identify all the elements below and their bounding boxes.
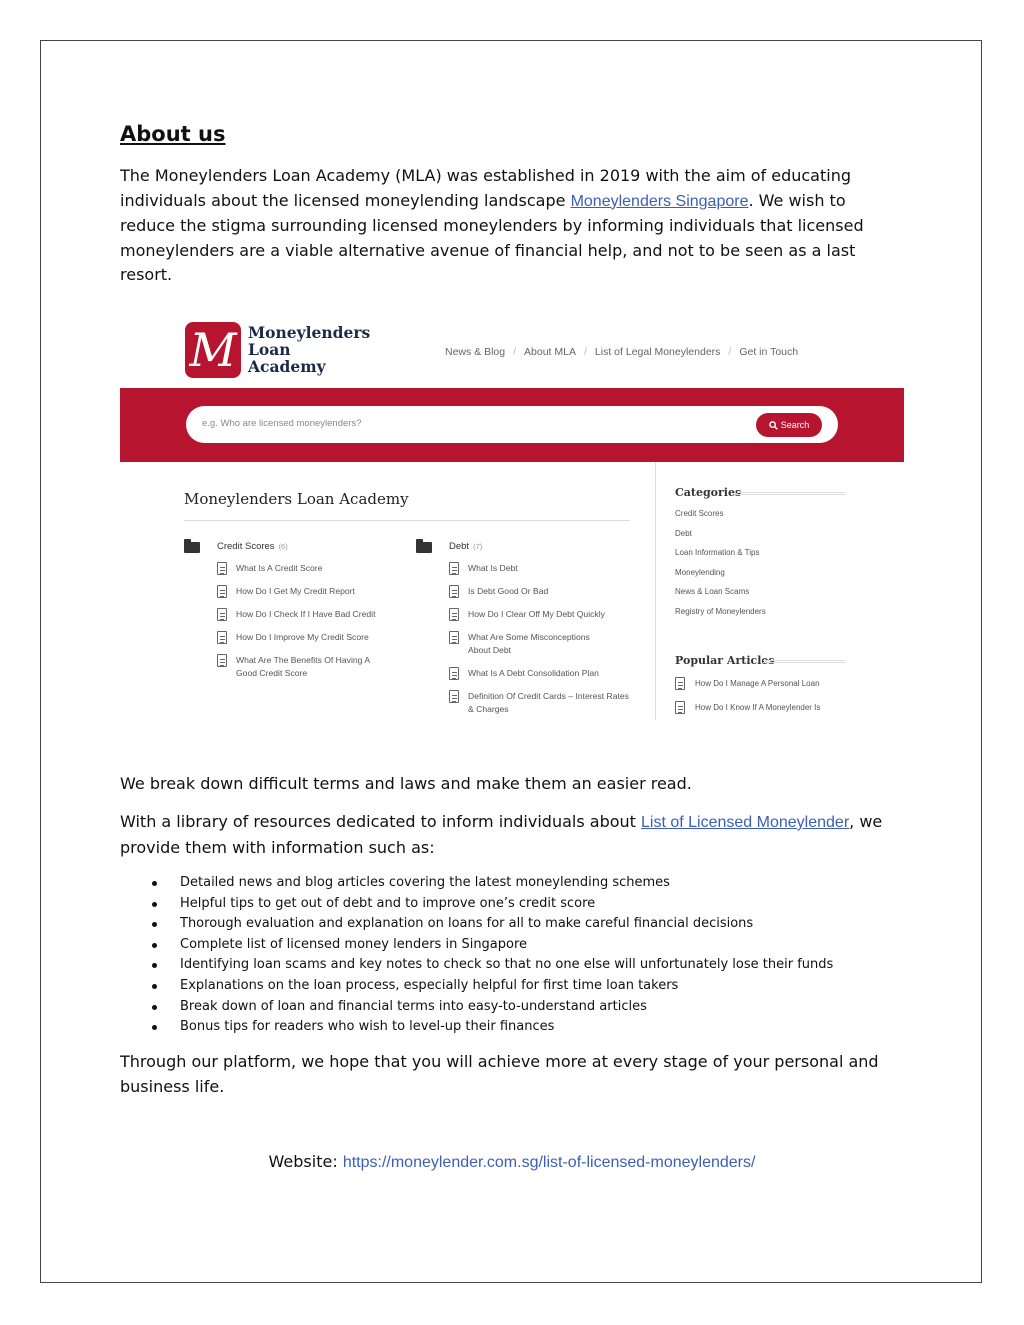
document-icon xyxy=(217,631,227,644)
nav-separator: / xyxy=(583,346,587,358)
list-item: Complete list of licensed money lenders in Singapore xyxy=(150,935,833,956)
article-item[interactable] xyxy=(416,585,626,598)
article-title: What Are Some Misconceptions About Debt xyxy=(468,632,590,655)
document-icon xyxy=(217,562,227,575)
article-title: How Do I Get My Credit Report xyxy=(236,586,355,596)
article-item[interactable] xyxy=(184,608,394,621)
search-button[interactable] xyxy=(756,413,822,437)
popular-article-item[interactable] xyxy=(675,677,845,690)
article-title: What Is A Debt Consolidation Plan xyxy=(468,668,599,678)
article-item[interactable] xyxy=(184,562,394,575)
nav-about-mla[interactable]: About MLA xyxy=(524,346,576,358)
article-title: What Is Debt xyxy=(468,563,518,573)
sidebar-category-item[interactable]: Moneylending xyxy=(675,567,725,577)
sidebar-category-item[interactable]: News & Loan Scams xyxy=(675,587,750,596)
library-text-1: With a library of resources dedicated to inform individuals about xyxy=(120,812,642,831)
popular-heading xyxy=(675,654,845,667)
logo-line-3: Academy xyxy=(248,357,326,376)
category-name: Debt xyxy=(449,541,470,552)
search-banner xyxy=(120,388,904,462)
category-name: Credit Scores xyxy=(217,541,275,552)
sidebar-category-item[interactable]: Debt xyxy=(675,528,692,538)
sidebar-category-item[interactable]: Credit Scores xyxy=(675,509,724,518)
mla-logo-icon: M xyxy=(185,322,241,378)
list-item: Bonus tips for readers who wish to level-up their finances xyxy=(150,1017,833,1038)
logo-line-1: Moneylenders xyxy=(248,323,371,342)
website-line xyxy=(0,1152,1024,1172)
document-icon xyxy=(449,562,459,575)
popular-title: Popular Articles xyxy=(675,654,775,667)
sidebar-category-item[interactable]: Loan Information & Tips xyxy=(675,548,760,557)
sidebar-category-item[interactable]: Registry of Moneylenders xyxy=(675,606,766,616)
moneylenders-singapore-link[interactable]: Moneylenders Singapore xyxy=(570,192,749,210)
article-item[interactable] xyxy=(184,585,394,598)
closing-paragraph: Through our platform, we hope that you will achieve more at every stage of your personal and business life. xyxy=(120,1052,879,1096)
library-text-2: , we provide them with information such as: xyxy=(120,812,883,857)
library-paragraph xyxy=(120,810,905,860)
list-item: Detailed news and blog articles covering the latest moneylending schemes xyxy=(150,873,833,894)
article-title: Definition Of Credit Cards – Interest Rates & Charges xyxy=(468,691,629,714)
list-item: Explanations on the loan process, especially helpful for first time loan takers xyxy=(150,976,833,997)
nav-legal-moneylenders[interactable]: List of Legal Moneylenders xyxy=(594,346,721,358)
section-heading: Moneylenders Loan Academy xyxy=(184,490,409,508)
list-item: Identifying loan scams and key notes to check so that no one else will unfortunately lose their funds xyxy=(150,955,833,976)
nav-separator: / xyxy=(728,346,732,358)
popular-articles-sidebar xyxy=(675,654,845,725)
document-icon xyxy=(217,585,227,598)
top-nav xyxy=(445,346,798,358)
document-icon xyxy=(449,631,459,644)
intro-text-2: . We wish to reduce the stigma surrounding licensed moneylenders by informing individuals that licensed moneylenders are a viable alternative avenue of financial help, and not to be seen as a last resort. xyxy=(120,190,864,284)
logo-line-2: Loan xyxy=(248,340,291,359)
sidebar-divider xyxy=(655,462,656,720)
mla-logo-text xyxy=(248,324,370,375)
list-item: Break down of loan and financial terms into easy-to-understand articles xyxy=(150,997,833,1018)
features-list xyxy=(150,873,833,1038)
website-label: Website: xyxy=(268,1152,343,1171)
licensed-moneylender-link[interactable]: List of Licensed Moneylender xyxy=(641,814,850,831)
nav-separator: / xyxy=(513,346,517,358)
article-item[interactable] xyxy=(416,608,626,621)
document-icon xyxy=(675,677,685,690)
document-icon xyxy=(675,701,685,714)
category-header[interactable] xyxy=(416,540,626,558)
search-icon xyxy=(769,421,778,430)
list-item: Helpful tips to get out of debt and to improve one’s credit score xyxy=(150,894,833,915)
document-icon xyxy=(449,667,459,680)
folder-icon xyxy=(184,542,200,553)
heading-rule xyxy=(184,520,630,521)
search-button-label: Search xyxy=(780,420,810,430)
break-down-paragraph: We break down difficult terms and laws and make them an easier read. xyxy=(120,774,692,793)
category-count: (7) xyxy=(473,542,483,551)
nav-news-blog[interactable]: News & Blog xyxy=(445,346,506,358)
folder-icon xyxy=(416,542,432,553)
article-item[interactable] xyxy=(416,667,626,680)
categories-title: Categories xyxy=(675,486,742,499)
category-header[interactable] xyxy=(184,540,394,558)
popular-article-item[interactable] xyxy=(675,701,845,714)
search-input[interactable] xyxy=(186,406,838,443)
nav-get-in-touch[interactable]: Get in Touch xyxy=(739,346,799,358)
search-placeholder: e.g. Who are licensed moneylenders? xyxy=(202,418,362,429)
document-icon xyxy=(449,608,459,621)
article-item[interactable] xyxy=(184,631,394,644)
categories-sidebar xyxy=(675,486,845,626)
article-item[interactable] xyxy=(184,654,376,680)
heading-dots xyxy=(763,660,845,663)
document-icon xyxy=(217,654,227,667)
article-title: What Is A Credit Score xyxy=(236,563,323,573)
list-item: Thorough evaluation and explanation on loans for all to make careful financial decisions xyxy=(150,914,833,935)
website-screenshot xyxy=(120,310,904,730)
article-item[interactable] xyxy=(416,562,626,575)
category-column-debt xyxy=(416,540,629,726)
article-item[interactable] xyxy=(416,631,608,657)
intro-text-1: The Moneylenders Loan Academy (MLA) was established in 2019 with the aim of educating individuals about the licensed moneylending landscape xyxy=(120,166,851,210)
categories-heading xyxy=(675,486,845,499)
article-title: How Do I Manage A Personal Loan xyxy=(695,679,820,688)
website-link[interactable]: https://moneylender.com.sg/list-of-licensed-moneylenders/ xyxy=(342,1154,756,1171)
heading-dots xyxy=(737,492,845,495)
article-item[interactable] xyxy=(416,690,633,716)
document-icon xyxy=(449,585,459,598)
category-count: (6) xyxy=(278,542,288,551)
article-title: Is Debt Good Or Bad xyxy=(468,586,549,596)
article-title: How Do I Know If A Moneylender Is xyxy=(695,703,821,712)
article-title: How Do I Improve My Credit Score xyxy=(236,632,369,642)
document-icon xyxy=(449,690,459,703)
article-title: How Do I Check If I Have Bad Credit xyxy=(236,609,376,619)
category-column-credit-scores xyxy=(184,540,394,690)
article-title: How Do I Clear Off My Debt Quickly xyxy=(468,609,605,619)
intro-paragraph xyxy=(120,164,905,288)
page-title: About us xyxy=(120,122,226,146)
document-icon xyxy=(217,608,227,621)
article-title: What Are The Benefits Of Having A Good Credit Score xyxy=(236,655,370,678)
